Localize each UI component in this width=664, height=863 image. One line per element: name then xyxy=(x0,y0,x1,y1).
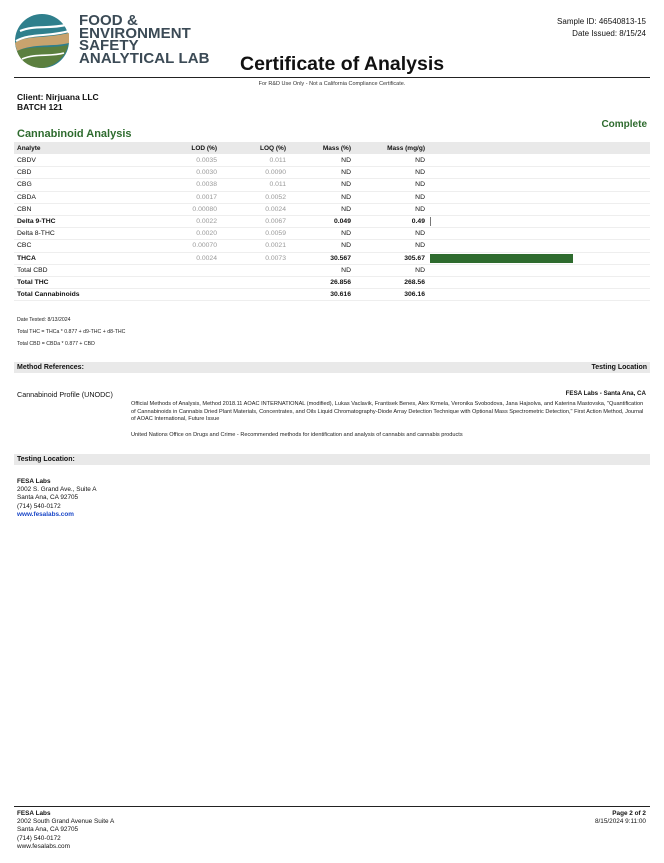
mass-mg-cell: ND xyxy=(415,230,425,238)
mass-pct-cell: ND xyxy=(341,266,351,274)
total-cbd-formula: Total CBD = CBDa * 0.877 + CBD xyxy=(17,341,95,347)
table-row xyxy=(14,167,650,179)
footer-address-2: Santa Ana, CA 92705 xyxy=(17,826,79,834)
method-citation: Official Methods of Analysis, Method 2018.11 AOAC INTERNATIONAL (modified), Lukas Vaclavik, Frantisek Benes, Alex Krmela, Veronika Svobodova, Jana Hajsolva, and Katerina Mastovska, "Quantification of Cannabinoids in Cannabis Dried Plant Materials, Concentrates, and Oils Liquid Chromatography-Diode Array Detection Technique with Optional Mass Spectrometric Detection," First Action Method, Journal of AOAC International, Future Issue xyxy=(131,401,644,422)
analyte-cell: THCA xyxy=(17,254,36,262)
table-row xyxy=(14,265,650,277)
analyte-cell: CBDV xyxy=(17,157,36,164)
mass-pct-cell: ND xyxy=(341,242,351,250)
date-issued: Date Issued: 8/15/24 xyxy=(572,29,646,38)
lod-cell: 0.0038 xyxy=(196,181,217,189)
mass-mg-cell: ND xyxy=(415,193,425,201)
mass-mg-cell: 305.67 xyxy=(404,254,425,262)
analyte-cell: Delta 8-THC xyxy=(17,230,55,238)
footer-address-1: 2002 South Grand Avenue Suite A xyxy=(17,818,115,826)
mass-mg-cell: ND xyxy=(415,205,425,213)
mass-pct-cell: ND xyxy=(341,205,351,213)
batch-id: BATCH 121 xyxy=(17,102,63,112)
loq-cell: 0.011 xyxy=(269,157,286,164)
location-name: FESA Labs xyxy=(17,478,51,485)
loq-cell: 0.0067 xyxy=(265,218,286,225)
table-row xyxy=(14,216,650,228)
lab-name-line: FOOD & xyxy=(79,12,138,29)
method-un-reference: United Nations Office on Drugs and Crime - Recommended methods for identification and analysis of cannabis and cannabis products xyxy=(131,432,463,438)
loq-cell: 0.0073 xyxy=(265,254,286,262)
mass-pct-cell: 26.856 xyxy=(330,279,351,286)
lod-cell: 0.0020 xyxy=(196,230,217,238)
total-thc-formula: Total THC = THCa * 0.877 + d9-THC + d8-THC xyxy=(17,329,126,335)
mass-pct-cell: 0.049 xyxy=(333,218,351,225)
analyte-cell: CBG xyxy=(17,181,32,189)
page-number: Page 2 of 2 xyxy=(612,810,646,817)
table-row xyxy=(14,179,650,191)
mass-pct-cell: 30.567 xyxy=(330,254,351,262)
loq-cell: 0.0024 xyxy=(265,205,286,213)
lod-cell: 0.0022 xyxy=(196,218,217,225)
header-divider xyxy=(14,77,650,78)
testing-location-title: Testing Location: xyxy=(17,456,75,463)
loq-cell: 0.0059 xyxy=(265,230,286,238)
lab-name-line: ENVIRONMENT xyxy=(79,24,191,42)
lab-name-line: SAFETY xyxy=(79,37,139,54)
method-name: Cannabinoid Profile (UNODC) xyxy=(17,390,113,399)
lod-cell: 0.0035 xyxy=(196,157,217,164)
mass-bar xyxy=(430,254,573,263)
analyte-cell: Total Cannabinoids xyxy=(17,291,80,299)
lab-name xyxy=(79,12,210,67)
loq-cell: 0.011 xyxy=(269,181,286,189)
client-block xyxy=(17,92,99,112)
col-loq: LOQ (%) xyxy=(260,145,286,152)
status-badge: Complete xyxy=(601,119,647,130)
mass-pct-cell: ND xyxy=(341,169,351,177)
table-row xyxy=(14,289,650,301)
method-lab: FESA Labs - Santa Ana, CA xyxy=(565,390,646,397)
method-references-header xyxy=(14,362,650,373)
lod-cell: 0.00070 xyxy=(192,242,217,250)
analyte-cell: CBDA xyxy=(17,193,36,201)
analyte-cell: CBN xyxy=(17,205,32,213)
location-phone: (714) 540-0172 xyxy=(17,502,61,510)
rnd-note: For R&D Use Only - Not a California Compliance Certificate. xyxy=(258,81,406,87)
footer-website-link[interactable]: www.fesalabs.com xyxy=(17,842,70,850)
table-row xyxy=(14,253,650,265)
fesa-logo xyxy=(14,13,70,69)
loq-cell: 0.0052 xyxy=(265,193,286,201)
analyte-cell: Total THC xyxy=(17,279,49,286)
page-info xyxy=(595,810,646,826)
table-row xyxy=(14,155,650,167)
analyte-cell: Delta 9-THC xyxy=(17,218,56,225)
print-timestamp: 8/15/2024 9:11:00 xyxy=(594,818,646,826)
sample-info xyxy=(557,16,646,40)
page-title: Certificate of Analysis xyxy=(240,53,445,75)
loq-cell: 0.0090 xyxy=(265,169,286,177)
analyte-cell: CBD xyxy=(17,169,32,177)
footer-phone: (714) 540-0172 xyxy=(17,834,61,842)
testing-location-label: Testing Location xyxy=(591,364,647,371)
location-address-2: Santa Ana, CA 92705 xyxy=(17,494,79,502)
table-header xyxy=(14,142,650,154)
mass-bar xyxy=(430,217,431,226)
lod-cell: 0.0017 xyxy=(196,193,217,201)
mass-mg-cell: ND xyxy=(415,266,425,274)
analyte-cell: CBC xyxy=(17,242,32,250)
lod-cell: 0.0030 xyxy=(196,169,217,177)
method-references-label: Method References: xyxy=(17,364,84,371)
table-row xyxy=(14,228,650,240)
col-analyte: Analyte xyxy=(17,145,41,152)
mass-mg-cell: ND xyxy=(415,157,425,164)
testing-location-block xyxy=(17,478,96,519)
location-address-1: 2002 S. Grand Ave., Suite A xyxy=(17,486,97,494)
lod-cell: 0.00080 xyxy=(192,205,217,213)
analyte-cell: Total CBD xyxy=(17,266,48,274)
mass-mg-cell: ND xyxy=(415,181,425,189)
table-row xyxy=(14,240,650,252)
section-title: Cannabinoid Analysis xyxy=(17,128,132,140)
loq-cell: 0.0021 xyxy=(265,242,286,250)
location-website-link[interactable]: www.fesalabs.com xyxy=(17,510,74,518)
lab-name-line: ANALYTICAL LAB xyxy=(79,49,210,67)
client-name: Client: Nirjuana LLC xyxy=(17,92,99,102)
mass-mg-cell: 306.16 xyxy=(404,291,425,299)
sample-id: Sample ID: 46540813-15 xyxy=(557,17,646,26)
mass-mg-cell: ND xyxy=(415,169,425,177)
mass-pct-cell: ND xyxy=(341,181,351,189)
mass-pct-cell: ND xyxy=(341,157,351,164)
mass-mg-cell: 0.49 xyxy=(411,218,425,225)
footer-divider xyxy=(14,806,650,807)
lod-cell: 0.0024 xyxy=(196,254,217,262)
date-tested: Date Tested: 8/13/2024 xyxy=(17,317,71,323)
col-mass-mg: Mass (mg/g) xyxy=(387,145,425,152)
table-row xyxy=(14,277,650,289)
table-row xyxy=(14,192,650,204)
table-row xyxy=(14,204,650,216)
mass-pct-cell: 30.616 xyxy=(330,291,351,299)
row-divider xyxy=(14,300,650,301)
mass-mg-cell: 268.56 xyxy=(404,279,425,286)
footer-address xyxy=(17,810,114,851)
footer-lab-name: FESA Labs xyxy=(17,810,51,817)
mass-pct-cell: ND xyxy=(341,193,351,201)
mass-pct-cell: ND xyxy=(341,230,351,238)
mass-mg-cell: ND xyxy=(415,242,425,250)
testing-location-header xyxy=(14,454,650,465)
col-mass-pct: Mass (%) xyxy=(322,145,351,152)
col-lod: LOD (%) xyxy=(191,145,217,152)
